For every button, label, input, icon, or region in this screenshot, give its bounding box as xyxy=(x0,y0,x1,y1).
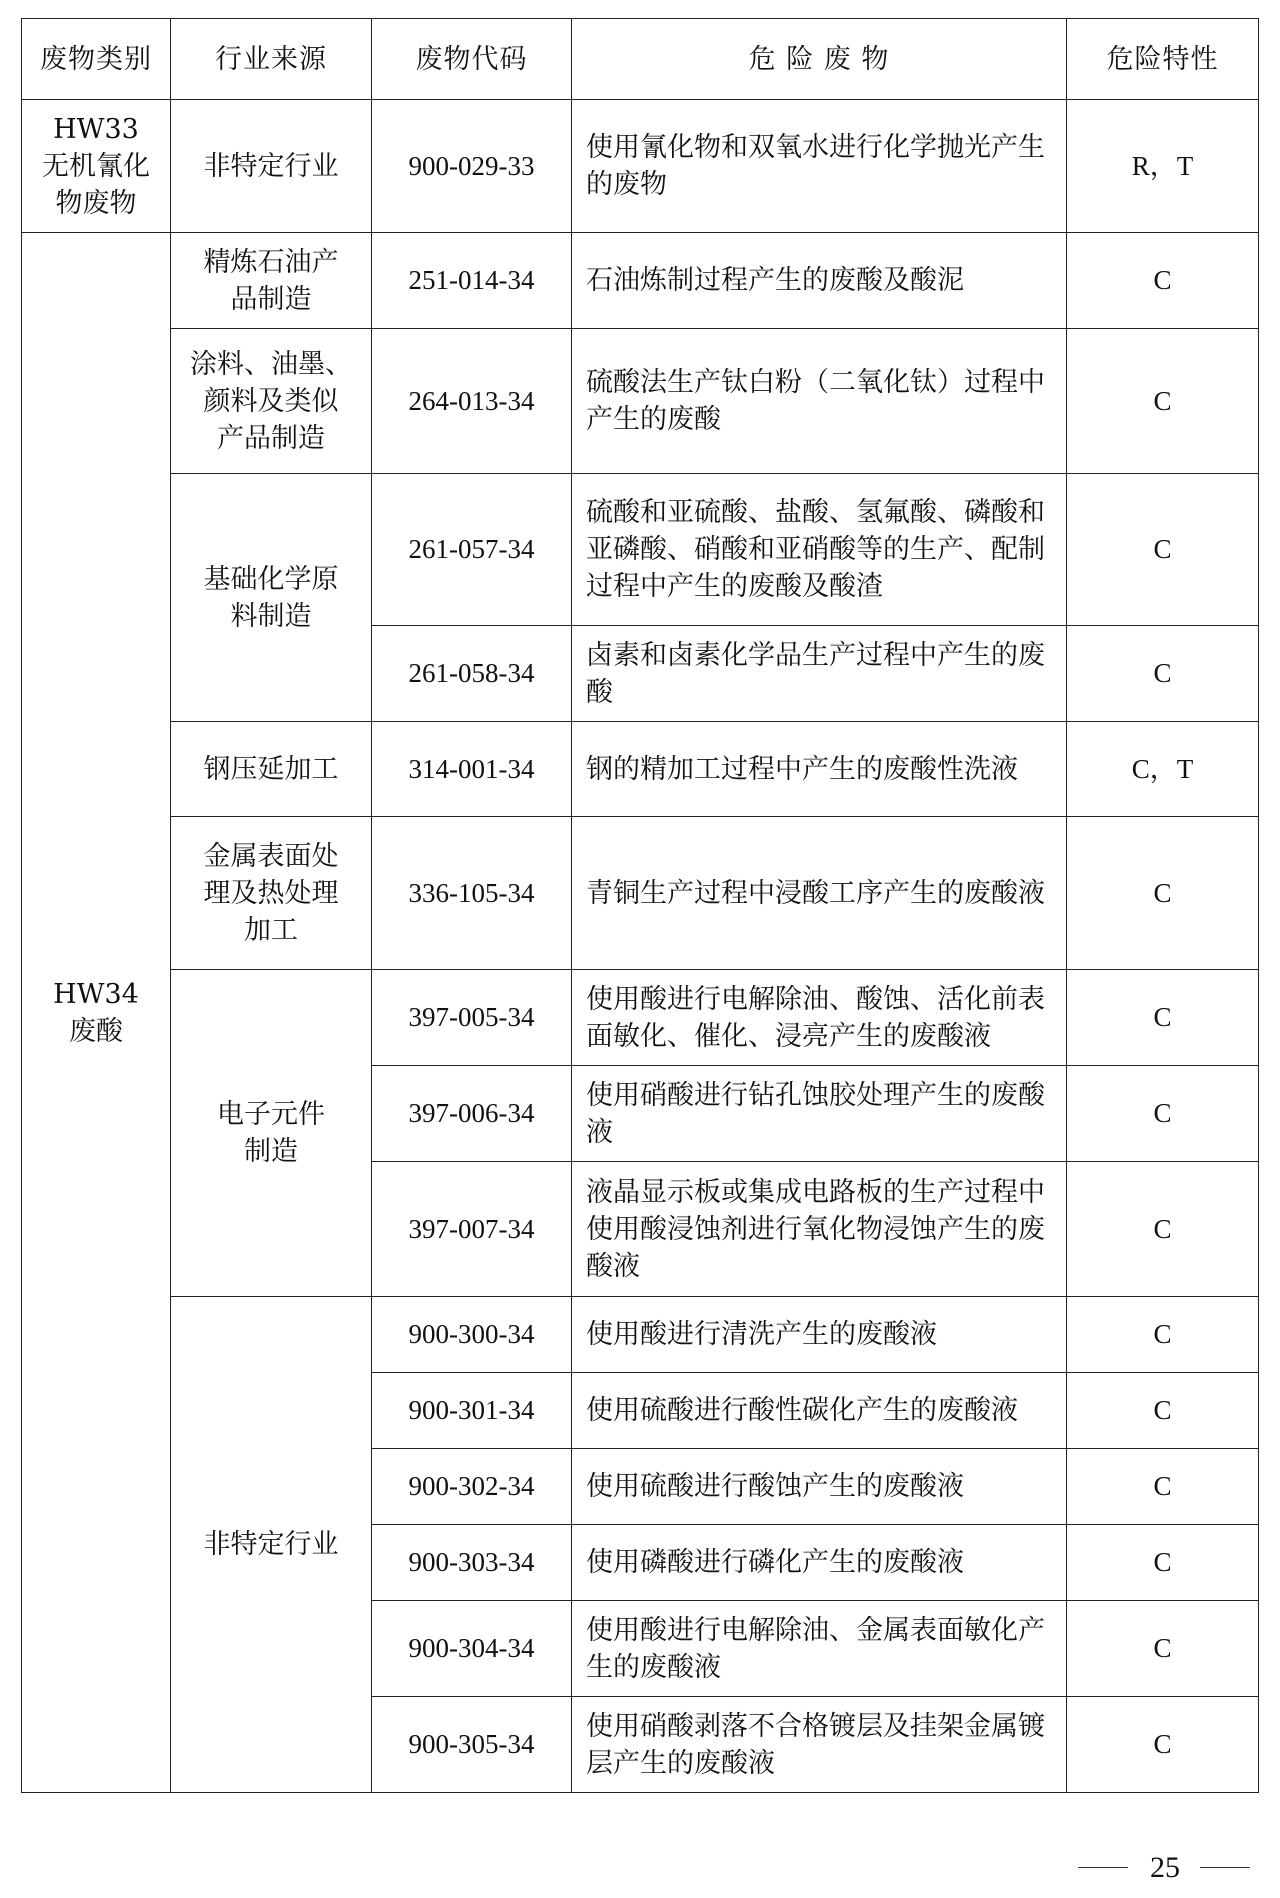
page-number: 25 xyxy=(1150,1851,1180,1884)
hazard-property: C xyxy=(1067,233,1259,329)
waste-code: 900-302-34 xyxy=(372,1449,572,1525)
hazardous-waste-table xyxy=(21,18,1259,1793)
industry-cell: 基础化学原 料制造 xyxy=(171,474,372,722)
hazard-property: C xyxy=(1067,1697,1259,1793)
hazard-property: R，T xyxy=(1067,100,1259,233)
waste-description: 使用磷酸进行磷化产生的废酸液 xyxy=(572,1525,1067,1601)
waste-code: 900-300-34 xyxy=(372,1297,572,1373)
waste-code: 397-006-34 xyxy=(372,1066,572,1162)
industry-cell: 非特定行业 xyxy=(171,100,372,233)
waste-description: 使用硝酸剥落不合格镀层及挂架金属镀层产生的废酸液 xyxy=(572,1697,1067,1793)
category-hw33: HW33 无机氰化 物废物 xyxy=(22,100,171,233)
hazard-property: C xyxy=(1067,329,1259,474)
header-row xyxy=(22,19,1259,100)
table-row xyxy=(22,970,1259,1066)
waste-description: 使用硫酸进行酸蚀产生的废酸液 xyxy=(572,1449,1067,1525)
hazard-property: C xyxy=(1067,626,1259,722)
waste-description: 使用酸进行电解除油、酸蚀、活化前表面敏化、催化、浸亮产生的废酸液 xyxy=(572,970,1067,1066)
waste-code: 261-057-34 xyxy=(372,474,572,626)
waste-code: 336-105-34 xyxy=(372,817,572,970)
waste-code: 397-007-34 xyxy=(372,1162,572,1297)
industry-cell: 电子元件 制造 xyxy=(171,970,372,1297)
waste-code: 900-304-34 xyxy=(372,1601,572,1697)
waste-description: 使用硝酸进行钻孔蚀胶处理产生的废酸液 xyxy=(572,1066,1067,1162)
waste-code: 900-029-33 xyxy=(372,100,572,233)
table-row xyxy=(22,474,1259,626)
waste-code: 261-058-34 xyxy=(372,626,572,722)
header-code: 废物代码 xyxy=(372,19,572,100)
hazard-property: C xyxy=(1067,1373,1259,1449)
industry-cell: 金属表面处 理及热处理 加工 xyxy=(171,817,372,970)
industry-cell: 涂料、油墨、 颜料及类似 产品制造 xyxy=(171,329,372,474)
table-row xyxy=(22,233,1259,329)
hazard-property: C xyxy=(1067,1066,1259,1162)
hazard-property: C xyxy=(1067,1601,1259,1697)
waste-description: 液晶显示板或集成电路板的生产过程中使用酸浸蚀剂进行氧化物浸蚀产生的废酸液 xyxy=(572,1162,1067,1297)
hazard-property: C xyxy=(1067,1449,1259,1525)
waste-description: 卤素和卤素化学品生产过程中产生的废酸 xyxy=(572,626,1067,722)
header-waste: 危 险 废 物 xyxy=(572,19,1067,100)
waste-code: 900-301-34 xyxy=(372,1373,572,1449)
waste-code: 900-303-34 xyxy=(372,1525,572,1601)
waste-description: 硫酸法生产钛白粉（二氧化钛）过程中产生的废酸 xyxy=(572,329,1067,474)
hazard-property: C xyxy=(1067,970,1259,1066)
waste-code: 264-013-34 xyxy=(372,329,572,474)
header-category: 废物类别 xyxy=(22,19,171,100)
waste-description: 使用氰化物和双氧水进行化学抛光产生的废物 xyxy=(572,100,1067,233)
waste-description: 使用酸进行电解除油、金属表面敏化产生的废酸液 xyxy=(572,1601,1067,1697)
header-property: 危险特性 xyxy=(1067,19,1259,100)
table-row xyxy=(22,722,1259,817)
waste-description: 青铜生产过程中浸酸工序产生的废酸液 xyxy=(572,817,1067,970)
waste-code: 251-014-34 xyxy=(372,233,572,329)
hazard-property: C xyxy=(1067,1162,1259,1297)
hazard-property: C，T xyxy=(1067,722,1259,817)
table-row xyxy=(22,100,1259,233)
header-industry: 行业来源 xyxy=(171,19,372,100)
hazard-property: C xyxy=(1067,474,1259,626)
table-row xyxy=(22,817,1259,970)
hazard-property: C xyxy=(1067,1525,1259,1601)
industry-cell: 钢压延加工 xyxy=(171,722,372,817)
page-number-dash-left xyxy=(1078,1867,1128,1868)
waste-description: 石油炼制过程产生的废酸及酸泥 xyxy=(572,233,1067,329)
waste-code: 397-005-34 xyxy=(372,970,572,1066)
industry-cell: 精炼石油产 品制造 xyxy=(171,233,372,329)
page-footer xyxy=(0,1848,1280,1888)
hazard-property: C xyxy=(1067,1297,1259,1373)
waste-description: 使用酸进行清洗产生的废酸液 xyxy=(572,1297,1067,1373)
industry-cell: 非特定行业 xyxy=(171,1297,372,1793)
waste-description: 硫酸和亚硫酸、盐酸、氢氟酸、磷酸和亚磷酸、硝酸和亚硝酸等的生产、配制过程中产生的废酸及酸渣 xyxy=(572,474,1067,626)
waste-description: 钢的精加工过程中产生的废酸性洗液 xyxy=(572,722,1067,817)
table-row xyxy=(22,1297,1259,1373)
waste-code: 900-305-34 xyxy=(372,1697,572,1793)
category-hw34: HW34 废酸 xyxy=(22,233,171,1793)
waste-code: 314-001-34 xyxy=(372,722,572,817)
hazard-property: C xyxy=(1067,817,1259,970)
table-row xyxy=(22,329,1259,474)
waste-description: 使用硫酸进行酸性碳化产生的废酸液 xyxy=(572,1373,1067,1449)
page-number-dash-right xyxy=(1200,1867,1250,1868)
